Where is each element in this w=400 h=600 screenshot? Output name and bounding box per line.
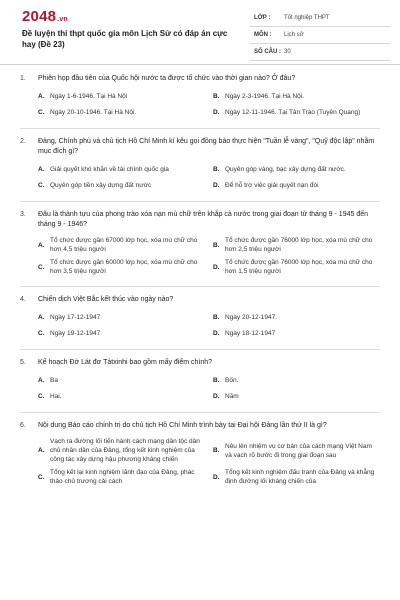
divider <box>20 128 380 129</box>
meta-value: Lịch sử <box>284 32 304 38</box>
logo-suffix: .vn <box>57 16 68 23</box>
meta-row-subject <box>250 27 390 44</box>
divider <box>20 412 380 413</box>
question-text: 6. Nội dung Báo cáo chính trị do chủ tịch Hồ Chí Minh trình bày tại Đại hội Đảng lần thứ II là gì? <box>20 422 327 429</box>
exam-header <box>0 0 400 65</box>
option-grid <box>20 163 380 191</box>
divider <box>20 286 380 287</box>
question-2 <box>0 133 400 191</box>
question-6 <box>0 417 400 486</box>
option-d[interactable]: D. Tổ chức được gần 76000 lớp học, xóa mù chữ cho hơn 1,5 triệu người <box>213 259 373 275</box>
question-text: 3. Đâu là thành tựu của phong trào xóa nạn mù chữ trên khắp cả nước trong giai đoạn từ tháng 9 - 1945 đến tháng 9 - 1946? <box>20 211 368 228</box>
option-c[interactable]: C. Ngày 20-10-1946. Tại Hà Nội. <box>38 108 137 116</box>
option-b[interactable]: B. Ngày 2-3-1946. Tại Hà Nội. <box>213 92 305 100</box>
option-a[interactable]: A. Ngày 17-12-1947 <box>38 313 101 321</box>
meta-key: MÔN : <box>254 32 272 38</box>
option-grid <box>20 90 380 118</box>
option-d[interactable]: D. Ngày 12-11-1946. Tại Tân Trào (Tuyên Quang) <box>213 108 361 116</box>
question-number: 5. <box>20 359 26 366</box>
meta-key: SỐ CÂU : <box>254 49 281 55</box>
question-text: 2. Đảng, Chính phủ và chủ tịch Hồ Chí Minh kí kêu gọi đồng bào thực hiện "Tuần lễ vàng", "Quỹ độc lập" nhằm mục đích gì? <box>20 138 375 155</box>
question-list <box>0 70 400 486</box>
exam-meta <box>250 10 390 61</box>
question-1 <box>0 70 400 118</box>
question-4 <box>0 291 400 339</box>
option-b[interactable]: B. Ngày 20-12-1947. <box>213 313 278 321</box>
question-3 <box>0 206 400 276</box>
option-c[interactable]: C. Tổng kết lại kinh nghiệm lãnh đạo của Đảng, phác thảo chủ trương cải cách <box>38 469 195 485</box>
meta-key: LỚP : <box>254 15 271 21</box>
divider <box>20 349 380 350</box>
option-a[interactable]: A. Vạch ra đường lối tiến hành cách mạng dân tộc dân chủ nhân dân của Đảng, tổng kết kinh nghiệm của công tác xây dựng hậu phương kháng chiến <box>38 438 200 463</box>
site-logo[interactable] <box>22 8 68 25</box>
option-grid <box>20 236 380 276</box>
question-number: 4. <box>20 296 26 303</box>
option-c[interactable]: C. Tổ chức được gần 60000 lớp học, xóa mù chữ cho hơn 3,5 triệu người <box>38 259 198 275</box>
option-grid <box>20 374 380 402</box>
question-text: 5. Kế hoạch Đờ Lát đơ Tátxinhi bao gồm mấy điểm chính? <box>20 359 213 366</box>
question-text: 1. Phiên họp đầu tiên của Quốc hội nước ta được tổ chức vào thời gian nào? Ở đâu? <box>20 75 296 82</box>
meta-row-count <box>250 44 390 61</box>
option-b[interactable]: B. Quyên góp vàng, bạc xây dựng đất nước. <box>213 165 346 173</box>
option-a[interactable]: A. Ngày 1-6-1946. Tại Hà Nội <box>38 92 128 100</box>
question-number: 6. <box>20 422 26 429</box>
question-number: 2. <box>20 138 26 145</box>
logo-main: 2048 <box>22 8 57 25</box>
meta-value: Tốt nghiệp THPT <box>284 15 330 21</box>
option-a[interactable]: A. Tổ chức được gần 67000 lớp học, xóa mù chữ cho hơn 4,5 triệu người <box>38 237 198 253</box>
option-c[interactable]: C. Hai. <box>38 392 62 400</box>
option-c[interactable]: C. Ngày 19-12-1947 <box>38 329 101 337</box>
option-d[interactable]: D. Ngày 18-12-1947 <box>213 329 276 337</box>
meta-row-class <box>250 10 390 27</box>
option-b[interactable]: B. Nêu lên nhiệm vụ cơ bản của cách mạng Việt Nam và vạch rõ bước đi trong giai đoạn sau <box>213 442 372 459</box>
option-grid <box>20 437 380 486</box>
divider <box>20 201 380 202</box>
option-grid <box>20 311 380 339</box>
option-b[interactable]: B. Bốn. <box>213 376 239 384</box>
option-b[interactable]: B. Tổ chức được gần 76000 lớp học, xóa mù chữ cho hơn 2,5 triệu người <box>213 237 373 253</box>
option-a[interactable]: A. Giải quyết khó khăn về tài chính quốc gia <box>38 165 169 173</box>
question-5 <box>0 354 400 402</box>
option-c[interactable]: C. Quyên góp tiền xây dựng đất nước <box>38 181 152 189</box>
question-number: 3. <box>20 211 26 218</box>
option-d[interactable]: D. Tổng kết kinh nghiệm đấu tranh của Đảng và khẳng định đường lối kháng chiến của <box>213 469 375 485</box>
option-a[interactable]: A. Ba <box>38 376 58 384</box>
option-d[interactable]: D. Để hỗ trợ việc giải quyết nạn đói <box>213 181 319 189</box>
exam-title: Đề luyện thi thpt quốc gia môn Lịch Sử có đáp án cực hay (Đề 23) <box>22 29 228 49</box>
question-number: 1. <box>20 75 26 82</box>
option-d[interactable]: D. Năm <box>213 392 239 400</box>
meta-value: 30 <box>284 49 291 55</box>
question-text: 4. Chiến dịch Việt Bắc kết thúc vào ngày nào? <box>20 296 174 303</box>
